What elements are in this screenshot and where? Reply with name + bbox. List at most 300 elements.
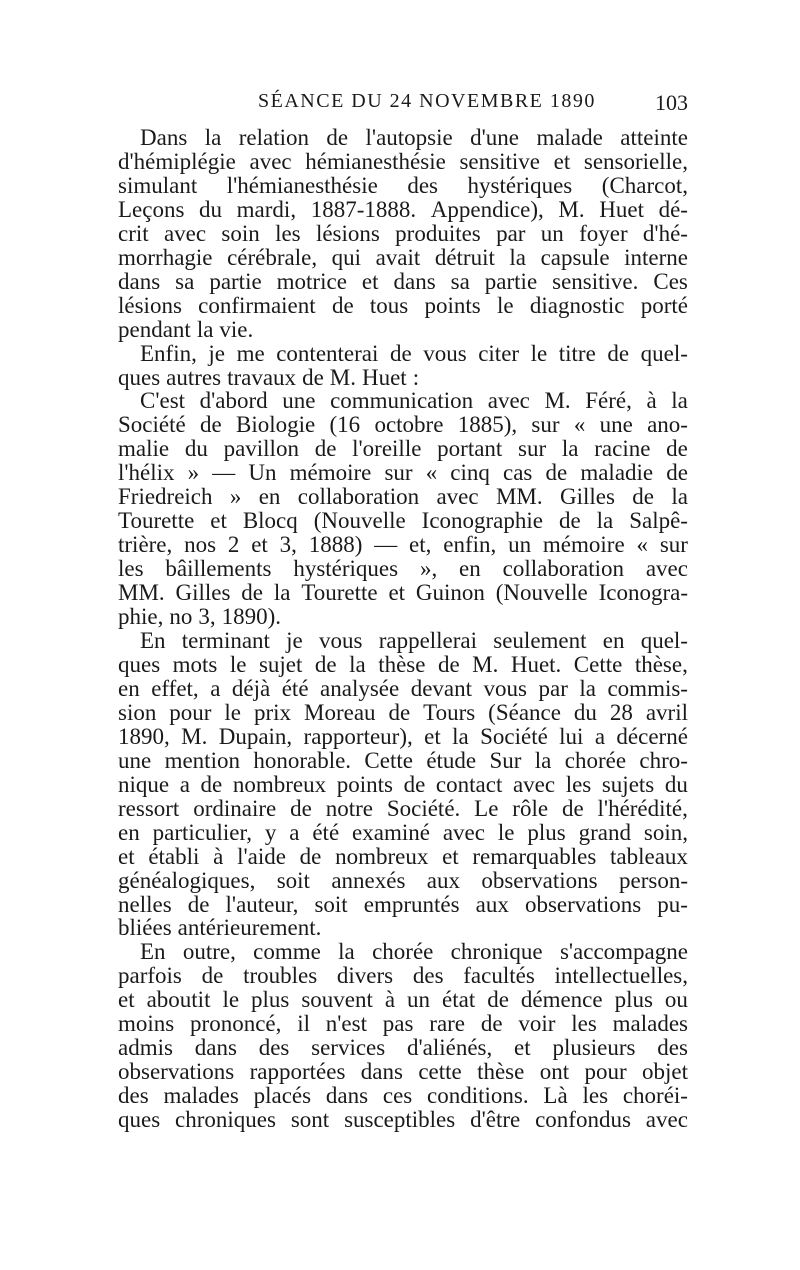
word: Société. — [386, 795, 461, 821]
word: dans — [325, 1083, 369, 1109]
word: nelles — [118, 891, 172, 917]
word: et — [251, 532, 268, 558]
word: no — [169, 604, 193, 630]
word: le — [530, 340, 548, 366]
word: d'hémiplégie — [118, 148, 236, 174]
word: Le — [474, 795, 499, 821]
word: tableaux — [610, 843, 688, 869]
word: comme — [253, 939, 321, 965]
word: les — [582, 1083, 609, 1109]
word: pavillon — [223, 436, 299, 462]
word: « — [636, 532, 648, 558]
word: l'oreille — [352, 436, 422, 462]
text-line — [118, 940, 688, 964]
word: Friedreich — [118, 484, 213, 510]
text-line — [118, 749, 688, 773]
word: honorable. — [253, 747, 352, 773]
word: et — [442, 843, 459, 869]
word: particulier, — [152, 819, 252, 845]
word: hémianesthésie — [305, 148, 446, 174]
word: chronique — [450, 939, 543, 965]
word: l'auteur, — [225, 891, 299, 917]
word: la — [338, 939, 355, 965]
word: soin, — [643, 819, 688, 845]
word: crit — [118, 220, 149, 246]
word: de — [632, 484, 654, 510]
word: Guinon — [415, 580, 485, 606]
word: de — [666, 436, 688, 462]
text-line — [118, 869, 688, 893]
word: sa — [175, 268, 195, 294]
word: la — [561, 436, 579, 462]
word: de — [314, 436, 337, 462]
word: d'aliénés, — [407, 1035, 493, 1061]
word: nos — [184, 532, 217, 558]
word: empruntés — [363, 891, 460, 917]
word: soit — [314, 891, 348, 917]
word: et — [361, 268, 379, 294]
word: plusieurs — [552, 1035, 636, 1061]
body-text — [118, 126, 688, 1132]
word: le — [497, 819, 515, 845]
word: », — [419, 556, 438, 582]
word: chorée — [564, 747, 627, 773]
word: ou — [664, 987, 688, 1013]
word: services — [311, 1035, 386, 1061]
word: remarquables — [472, 843, 597, 869]
text-line — [118, 1060, 688, 1084]
running-head — [118, 90, 688, 120]
word: vous — [483, 675, 527, 701]
text-line — [118, 773, 688, 797]
word: quel- — [640, 340, 688, 366]
word: généalogiques, — [118, 867, 256, 893]
text-line — [118, 150, 688, 174]
word: chroniques — [175, 1107, 276, 1133]
text-line — [118, 294, 688, 318]
word: porté — [640, 292, 688, 318]
word: Huet — [361, 364, 407, 390]
word: rapportées — [249, 1059, 346, 1085]
word: notre — [325, 795, 373, 821]
word: sensitive — [459, 148, 540, 174]
word: a — [289, 819, 300, 845]
word: chorée — [372, 939, 434, 965]
word: intellectuelles, — [554, 963, 688, 989]
word: nombreux — [232, 771, 327, 797]
word: MM. — [118, 580, 165, 606]
text-line — [118, 270, 688, 294]
word: plus — [614, 987, 653, 1013]
word: Tours — [423, 699, 476, 725]
word: En — [140, 939, 166, 965]
word: par — [538, 675, 568, 701]
word: les — [571, 1011, 597, 1037]
word: hystériques — [467, 172, 573, 198]
word: de — [326, 125, 349, 150]
word: Iconographie — [421, 508, 543, 534]
word: effet, — [151, 675, 199, 701]
word: susceptibles — [344, 1107, 456, 1133]
word: et — [553, 148, 571, 174]
word: bliées — [118, 915, 172, 941]
word: facultés — [463, 963, 535, 989]
word: l'hélix — [118, 460, 175, 486]
word: rôle — [512, 795, 549, 821]
word: En — [140, 628, 166, 654]
word: rappellerai — [378, 628, 478, 654]
word: avec — [487, 388, 530, 414]
text-line — [118, 988, 688, 1012]
word: la — [273, 580, 291, 606]
word: produites — [395, 220, 481, 246]
word: conditions. — [427, 1083, 529, 1109]
word: citer — [478, 340, 520, 366]
word: thèse, — [634, 651, 688, 677]
word: partie — [484, 268, 538, 294]
word: points — [424, 292, 481, 318]
word: les — [565, 771, 592, 797]
word: 3, — [198, 604, 216, 630]
word: interne — [624, 244, 688, 270]
word: et — [424, 723, 441, 749]
text-line — [118, 342, 688, 366]
word: morrhagie — [118, 244, 213, 270]
word: M. — [472, 651, 499, 677]
word: a — [210, 675, 221, 701]
word: a — [594, 723, 606, 749]
word: partie — [209, 268, 262, 294]
word: à — [384, 987, 396, 1013]
word: observations — [524, 891, 642, 917]
word: de — [666, 460, 688, 486]
word: du — [184, 436, 208, 462]
word: placés — [253, 1083, 312, 1109]
word: diagnostic — [529, 292, 625, 318]
text-line — [118, 629, 688, 653]
word: Cette — [573, 651, 623, 677]
text-line — [118, 437, 688, 461]
word: de — [388, 699, 411, 725]
word: du — [199, 196, 223, 222]
text-line — [118, 174, 688, 198]
text-line — [118, 198, 688, 222]
word: » — [229, 484, 242, 510]
word: Salpê- — [629, 508, 688, 534]
word: thèse — [477, 1059, 525, 1085]
word: en — [459, 556, 481, 582]
word: nombreux — [335, 843, 429, 869]
word: des — [118, 1083, 149, 1109]
word: — — [212, 460, 236, 486]
word: C'est — [140, 388, 186, 414]
word: (Nouvelle — [495, 580, 588, 606]
word: plus — [527, 819, 566, 845]
word: MM. — [495, 484, 543, 510]
word: un — [540, 220, 564, 246]
word: collaboration — [502, 556, 624, 582]
word: de — [200, 771, 223, 797]
word: moins — [118, 1011, 175, 1037]
word: a — [179, 771, 190, 797]
word: Gilles — [175, 580, 231, 606]
word: la — [452, 723, 469, 749]
word: vous — [319, 628, 363, 654]
word: dans — [194, 1035, 237, 1061]
word: Huet — [599, 196, 644, 222]
word: la — [534, 747, 552, 773]
word: Iconogra- — [598, 580, 688, 606]
word: de — [403, 771, 426, 797]
word: et — [118, 843, 135, 869]
word: il — [297, 1011, 310, 1037]
word: Huet. — [510, 651, 562, 677]
word: enfin, — [443, 532, 497, 558]
word: l'aide — [237, 843, 286, 869]
word: la — [671, 388, 688, 414]
word: la — [196, 316, 214, 342]
word: été — [312, 819, 340, 845]
word: état — [442, 987, 476, 1013]
word: devant — [410, 675, 473, 701]
word: admis — [118, 1035, 173, 1061]
word: parfois — [118, 963, 182, 989]
word: voir — [518, 1011, 556, 1037]
word: capsule — [540, 244, 610, 270]
word: Sur — [489, 747, 522, 773]
word: cas — [503, 460, 533, 486]
word: ques — [118, 651, 161, 677]
word: pour — [584, 1059, 627, 1085]
word: mardi, — [236, 196, 297, 222]
running-title: SÉANCE DU 24 NOVEMBRE 1890 — [258, 90, 596, 112]
text-line — [118, 797, 688, 821]
word: Biologie — [235, 412, 316, 438]
word: atteinte — [620, 125, 688, 150]
word: Société — [480, 723, 548, 749]
word: troubles — [243, 963, 318, 989]
word: la — [349, 651, 366, 677]
word: établi — [148, 843, 200, 869]
word: malades — [612, 1011, 688, 1037]
word: (Séance — [488, 699, 561, 725]
text-line — [118, 318, 688, 342]
word: mémoire — [542, 532, 625, 558]
word: aboutit — [146, 987, 211, 1013]
word: phie, — [118, 604, 164, 630]
word: Blocq — [242, 508, 298, 534]
word: de — [199, 412, 222, 438]
word: soit — [276, 867, 310, 893]
word: avril — [645, 699, 688, 725]
word: étude — [426, 747, 477, 773]
word: antérieurement. — [177, 915, 322, 941]
word: la — [509, 244, 527, 270]
word: observations — [118, 1059, 235, 1085]
word: 1887-1888. — [310, 196, 417, 222]
word: : — [412, 364, 420, 390]
word: autres — [166, 364, 222, 390]
word: et — [118, 987, 135, 1013]
word: de — [241, 580, 264, 606]
text-line — [118, 557, 688, 581]
word: des — [407, 172, 438, 198]
word: sur — [531, 412, 560, 438]
word: Là — [543, 1083, 568, 1109]
word: (16 — [329, 412, 361, 438]
word: simulant — [118, 172, 198, 198]
word: en — [118, 675, 140, 701]
word: démence — [520, 987, 603, 1013]
word: lui — [559, 723, 584, 749]
word: une — [282, 388, 316, 414]
word: malade — [536, 125, 603, 150]
word: commis- — [607, 675, 688, 701]
word: tous — [369, 292, 409, 318]
word: Féré, — [585, 388, 632, 414]
word: de — [302, 364, 324, 390]
word: lésions — [118, 292, 182, 318]
word: confondus — [535, 1107, 631, 1133]
word: vous — [423, 340, 467, 366]
word: l'hémianesthésie — [226, 172, 378, 198]
word: de — [290, 795, 312, 821]
word: la — [579, 675, 596, 701]
word: et — [388, 580, 406, 606]
word: de — [607, 340, 630, 366]
word: (Nouvelle — [313, 508, 406, 534]
text-line — [118, 246, 688, 270]
word: d'hé- — [642, 220, 688, 246]
word: avec — [442, 819, 485, 845]
word: M. — [329, 364, 356, 390]
word: et — [514, 1035, 531, 1061]
text-line — [118, 821, 688, 845]
word: bâillements — [165, 556, 272, 582]
word: dans — [393, 268, 436, 294]
word: un — [508, 532, 532, 558]
word: sa — [450, 268, 470, 294]
word: contenterai — [276, 340, 379, 366]
word: collaboration — [297, 484, 420, 510]
word: de — [201, 963, 224, 989]
word: aux — [475, 891, 509, 917]
word: — — [374, 532, 398, 558]
text-line — [118, 653, 688, 677]
word: de — [558, 508, 581, 534]
word: 28 — [609, 699, 633, 725]
word: en — [602, 628, 625, 654]
word: terminant — [181, 628, 270, 654]
word: foyer — [579, 220, 628, 246]
word: la — [596, 508, 614, 534]
word: 3, — [279, 532, 297, 558]
word: de — [299, 843, 322, 869]
word: Tourette — [301, 580, 378, 606]
word: avait — [375, 244, 421, 270]
text-line — [118, 366, 688, 390]
word: le — [497, 292, 514, 318]
word: aux — [426, 867, 460, 893]
word: pas — [382, 1011, 414, 1037]
text-line — [118, 893, 688, 917]
word: le — [224, 699, 242, 725]
word: pendant — [118, 316, 191, 342]
word: de — [331, 292, 354, 318]
word: sur — [384, 460, 413, 486]
word: souvent — [301, 987, 373, 1013]
word: à — [213, 843, 224, 869]
word: sur — [659, 532, 688, 558]
word: Dupain, — [218, 723, 293, 749]
word: s'accompagne — [559, 939, 688, 965]
word: sujets — [601, 771, 655, 797]
word: hystériques — [293, 556, 399, 582]
word: lésions — [315, 220, 380, 246]
word: de — [561, 795, 584, 821]
word: malades — [163, 1083, 239, 1109]
word: cérébrale, — [227, 244, 318, 270]
word: décerné — [616, 723, 688, 749]
word: M. — [544, 388, 571, 414]
word: les — [275, 220, 301, 246]
word: examiné — [352, 819, 430, 845]
text-line — [118, 1084, 688, 1108]
word: dé- — [658, 196, 688, 222]
text-line — [118, 126, 688, 150]
word: n'est — [325, 1011, 367, 1037]
word: dans — [360, 1059, 403, 1085]
word: avec — [249, 148, 292, 174]
word: par — [496, 220, 526, 246]
word: thèse — [378, 651, 426, 677]
word: avec — [163, 220, 207, 246]
word: Gilles — [559, 484, 615, 510]
text-line — [118, 461, 688, 485]
word: ques — [118, 1107, 161, 1133]
word: sujet — [258, 651, 303, 677]
word: relation — [238, 125, 309, 150]
word: Société — [118, 412, 186, 438]
text-line — [118, 701, 688, 725]
word: ressort — [118, 795, 180, 821]
word: de — [480, 1011, 503, 1037]
word: titre — [558, 340, 596, 366]
word: points — [336, 771, 393, 797]
word: pu- — [657, 891, 688, 917]
word: les — [118, 556, 144, 582]
word: mémoire — [289, 460, 372, 486]
word: le — [222, 987, 240, 1013]
word: en — [118, 819, 140, 845]
word: octobre — [374, 412, 444, 438]
text-line — [118, 222, 688, 246]
word: Dans — [140, 125, 188, 150]
word: Leçons — [118, 196, 185, 222]
word: observations — [481, 867, 598, 893]
word: je — [208, 340, 226, 366]
word: en — [258, 484, 281, 510]
word: sion — [118, 699, 157, 725]
word: ces — [382, 1083, 413, 1109]
word: de — [437, 651, 460, 677]
word: cinq — [450, 460, 490, 486]
word: « — [425, 460, 438, 486]
word: grand — [578, 819, 631, 845]
text-line — [118, 509, 688, 533]
word: mention — [164, 747, 240, 773]
word: Cette — [364, 747, 413, 773]
